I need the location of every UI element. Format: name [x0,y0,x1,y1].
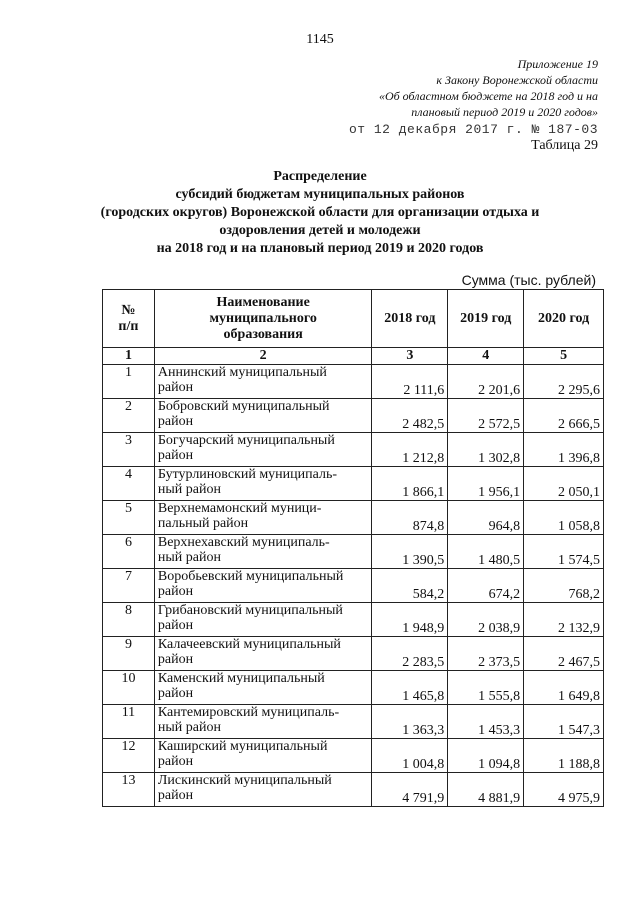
row-number: 5 [103,501,155,535]
heading-line: оздоровления детей и молодежи [219,223,421,238]
law-stamp: от 12 декабря 2017 г. № 187-03 [348,122,598,137]
value-2020: 4 975,9 [524,773,604,807]
value-2019: 964,8 [448,501,524,535]
subsidy-table [102,289,604,807]
municipality-name [154,569,372,603]
header-text: образования [223,326,303,342]
header-name [154,290,372,348]
municipality-name-line: ный район [157,550,221,565]
municipality-name-line: район [157,380,194,395]
municipality-name-line: район [157,788,194,803]
municipality-name-line: район [157,652,194,667]
value-2018: 1 948,9 [372,603,448,637]
row-number: 1 [103,365,155,399]
page-number: 1145 [306,32,334,47]
column-number: 4 [448,348,524,365]
value-2020: 2 467,5 [524,637,604,671]
table-row [103,467,604,501]
municipality-name-line: Кантемировский муниципаль- [157,705,340,720]
row-number: 7 [103,569,155,603]
value-2019: 1 956,1 [448,467,524,501]
appendix-block [349,56,598,154]
sum-unit-note: Сумма (тыс. рублей) [461,272,596,288]
column-number: 3 [372,348,448,365]
value-2020: 1 574,5 [524,535,604,569]
table-row [103,705,604,739]
municipality-name [154,399,372,433]
municipality-name-line: Бутурлиновский муниципаль- [157,467,338,482]
value-2019: 2 572,5 [448,399,524,433]
municipality-name-line: Лискинский муниципальный [157,773,332,788]
value-2018: 1 212,8 [372,433,448,467]
value-2019: 2 038,9 [448,603,524,637]
municipality-name [154,773,372,807]
table-row [103,399,604,433]
value-2020: 2 132,9 [524,603,604,637]
value-2020: 1 547,3 [524,705,604,739]
municipality-name-line: пальный район [157,516,249,531]
municipality-name-line: Калачеевский муниципальный [157,637,341,652]
header-2018: 2018 год [372,290,448,348]
municipality-name [154,637,372,671]
value-2018: 1 866,1 [372,467,448,501]
municipality-name [154,739,372,773]
row-number: 12 [103,739,155,773]
value-2018: 2 283,5 [372,637,448,671]
value-2020: 2 666,5 [524,399,604,433]
value-2019: 4 881,9 [448,773,524,807]
municipality-name-line: район [157,414,194,429]
column-number: 2 [154,348,372,365]
table-row [103,603,604,637]
heading-line: субсидий бюджетам муниципальных районов [175,187,465,202]
value-2018: 874,8 [372,501,448,535]
appendix-line: плановый период 2019 и 2020 годов» [411,105,598,119]
column-number: 5 [524,348,604,365]
table-row [103,535,604,569]
table-row [103,501,604,535]
row-number: 11 [103,705,155,739]
value-2019: 1 555,8 [448,671,524,705]
municipality-name [154,433,372,467]
table-row [103,637,604,671]
value-2018: 4 791,9 [372,773,448,807]
municipality-name [154,671,372,705]
municipality-name-line: Верхнехавский муниципаль- [157,535,330,550]
value-2018: 2 482,5 [372,399,448,433]
municipality-name-line: Верхнемамонский муници- [157,501,322,516]
column-number-row [103,348,604,365]
row-number: 6 [103,535,155,569]
appendix-line: к Закону Воронежской области [436,73,598,87]
row-number: 13 [103,773,155,807]
heading-line: (городских округов) Воронежской области для организации отдыха и [100,205,540,220]
row-number: 9 [103,637,155,671]
value-2019: 1 302,8 [448,433,524,467]
value-2019: 674,2 [448,569,524,603]
heading-line: Распределение [273,169,367,184]
table-row [103,671,604,705]
municipality-name-line: ный район [157,482,221,497]
municipality-name-line: Аннинский муниципальный [157,365,327,380]
header-text: п/п [118,318,139,334]
municipality-name [154,603,372,637]
header-text: Наименование [216,294,310,310]
value-2020: 768,2 [524,569,604,603]
value-2019: 1 094,8 [448,739,524,773]
row-number: 8 [103,603,155,637]
value-2020: 2 295,6 [524,365,604,399]
municipality-name-line: Каменский муниципальный [157,671,325,686]
appendix-line: Приложение 19 [517,57,598,71]
value-2018: 1 390,5 [372,535,448,569]
column-number: 1 [103,348,155,365]
municipality-name-line: Грибановский муниципальный [157,603,343,618]
header-2019: 2019 год [448,290,524,348]
value-2018: 1 363,3 [372,705,448,739]
value-2019: 2 373,5 [448,637,524,671]
value-2020: 1 058,8 [524,501,604,535]
table-row [103,739,604,773]
value-2020: 1 649,8 [524,671,604,705]
municipality-name [154,535,372,569]
municipality-name-line: район [157,754,194,769]
table-header-row [103,290,604,348]
header-number [103,290,155,348]
table-label: Таблица 29 [531,138,598,153]
table-row [103,433,604,467]
value-2018: 1 465,8 [372,671,448,705]
table-row [103,365,604,399]
row-number: 10 [103,671,155,705]
municipality-name-line: Богучарский муниципальный [157,433,335,448]
municipality-name [154,501,372,535]
municipality-name [154,705,372,739]
value-2018: 2 111,6 [372,365,448,399]
municipality-name-line: район [157,584,194,599]
value-2019: 1 480,5 [448,535,524,569]
header-text: муниципального [209,310,317,326]
heading-line: на 2018 год и на плановый период 2019 и 2020 годов [156,241,484,256]
municipality-name [154,467,372,501]
header-2020: 2020 год [524,290,604,348]
value-2020: 1 188,8 [524,739,604,773]
municipality-name [154,365,372,399]
value-2020: 1 396,8 [524,433,604,467]
value-2020: 2 050,1 [524,467,604,501]
value-2018: 1 004,8 [372,739,448,773]
row-number: 3 [103,433,155,467]
row-number: 2 [103,399,155,433]
value-2019: 2 201,6 [448,365,524,399]
municipality-name-line: район [157,448,194,463]
table-row [103,773,604,807]
municipality-name-line: Каширский муниципальный [157,739,328,754]
document-heading [0,168,640,258]
municipality-name-line: Воробьевский муниципальный [157,569,344,584]
municipality-name-line: район [157,618,194,633]
appendix-line: «Об областном бюджете на 2018 год и на [378,89,598,103]
table-row [103,569,604,603]
value-2019: 1 453,3 [448,705,524,739]
header-text: № [121,302,136,318]
municipality-name-line: Бобровский муниципальный [157,399,330,414]
row-number: 4 [103,467,155,501]
value-2018: 584,2 [372,569,448,603]
municipality-name-line: ный район [157,720,221,735]
municipality-name-line: район [157,686,194,701]
